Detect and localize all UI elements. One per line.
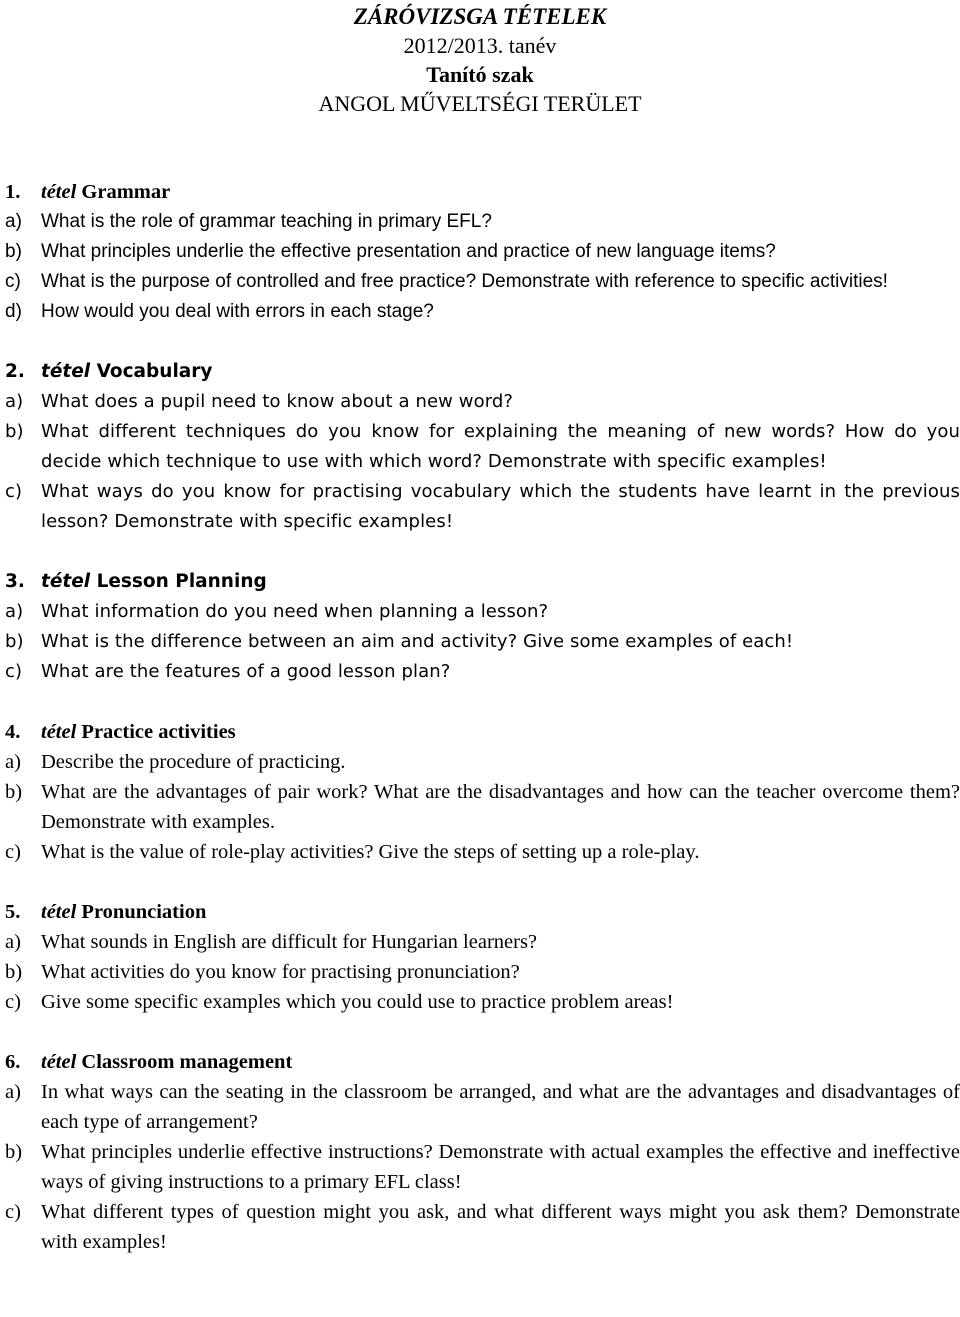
question-letter: c) xyxy=(5,841,21,863)
question-item xyxy=(5,267,960,297)
topic-section xyxy=(5,717,960,867)
question-item xyxy=(5,1137,960,1197)
topic-list xyxy=(5,177,960,1287)
question-item xyxy=(5,477,960,537)
question-text: What is the difference between an aim and activity? Give some examples of each! xyxy=(41,631,794,652)
question-letter: b) xyxy=(5,781,23,803)
topic-number: 1. xyxy=(5,181,21,203)
question-text: What does a pupil need to know about a new word? xyxy=(41,391,514,412)
question-item xyxy=(5,207,960,237)
question-item xyxy=(5,627,960,657)
question-text: What is the value of role-play activities? Give the steps of setting up a role-play. xyxy=(41,841,700,863)
topic-title: Lesson Planning xyxy=(96,571,267,592)
topic-heading xyxy=(5,177,960,207)
topic-heading xyxy=(5,1047,960,1077)
topic-section xyxy=(5,177,960,327)
question-item xyxy=(5,927,960,957)
question-text: What different types of question might you ask, and what different ways might you ask them? Demonstrate with examples! xyxy=(41,1201,960,1253)
question-item xyxy=(5,657,960,687)
topic-number: 4. xyxy=(5,721,21,743)
question-text: What is the purpose of controlled and free practice? Demonstrate with reference to specific activities! xyxy=(41,271,888,292)
question-letter: d) xyxy=(5,301,22,322)
question-text: What information do you need when planning a lesson? xyxy=(41,601,549,622)
question-text: What principles underlie the effective presentation and practice of new language items? xyxy=(41,241,776,262)
question-text: What is the role of grammar teaching in primary EFL? xyxy=(41,211,492,232)
topic-tetel-label: tétel xyxy=(41,901,77,923)
question-letter: b) xyxy=(5,421,24,442)
question-letter: a) xyxy=(5,931,21,953)
question-item xyxy=(5,297,960,327)
topic-section xyxy=(5,1047,960,1257)
document-header xyxy=(0,0,960,118)
question-text: What are the features of a good lesson plan? xyxy=(41,661,451,682)
question-letter: a) xyxy=(5,391,24,412)
question-text: What activities do you know for practising pronunciation? xyxy=(41,961,520,983)
question-letter: c) xyxy=(5,661,23,682)
topic-section xyxy=(5,897,960,1017)
topic-heading xyxy=(5,357,960,387)
document-title: ZÁRÓVIZSGA TÉTELEK xyxy=(353,4,607,29)
topic-tetel-label: tétel xyxy=(41,1051,77,1073)
question-letter: c) xyxy=(5,481,23,502)
question-item xyxy=(5,987,960,1017)
topic-number: 6. xyxy=(5,1051,21,1073)
question-item xyxy=(5,747,960,777)
topic-number: 2. xyxy=(5,361,25,382)
topic-heading xyxy=(5,567,960,597)
topic-tetel-label: tétel xyxy=(41,181,77,203)
question-item xyxy=(5,237,960,267)
question-letter: b) xyxy=(5,1141,23,1163)
topic-title: Classroom management xyxy=(81,1051,293,1073)
question-item xyxy=(5,387,960,417)
program-name: Tanító szak xyxy=(426,62,534,87)
question-letter: a) xyxy=(5,211,22,232)
question-letter: b) xyxy=(5,961,23,983)
topic-title: Vocabulary xyxy=(96,361,213,382)
question-letter: b) xyxy=(5,241,22,262)
topic-heading xyxy=(5,717,960,747)
topic-number: 5. xyxy=(5,901,21,923)
question-letter: a) xyxy=(5,751,21,773)
question-item xyxy=(5,1077,960,1137)
question-text: In what ways can the seating in the classroom be arranged, and what are the advantages and disadvantages of each type of arrangement? xyxy=(41,1081,960,1133)
question-text: What different techniques do you know for explaining the meaning of new words? How do you decide which technique to use with which word? Demonstrate with specific examples! xyxy=(41,421,960,472)
question-item xyxy=(5,957,960,987)
question-item xyxy=(5,417,960,477)
question-text: What are the advantages of pair work? What are the disadvantages and how can the teacher overcome them? Demonstrate with examples. xyxy=(41,781,960,833)
topic-tetel-label: tétel xyxy=(41,361,91,382)
question-item xyxy=(5,777,960,837)
topic-title: Practice activities xyxy=(81,721,236,743)
question-letter: b) xyxy=(5,631,24,652)
question-text: How would you deal with errors in each stage? xyxy=(41,301,434,322)
question-item xyxy=(5,837,960,867)
question-letter: c) xyxy=(5,1201,21,1223)
question-letter: c) xyxy=(5,991,21,1013)
topic-section xyxy=(5,357,960,537)
academic-year: 2012/2013. tanév xyxy=(403,33,557,58)
topic-section xyxy=(5,567,960,687)
topic-number: 3. xyxy=(5,571,25,592)
topic-title: Pronunciation xyxy=(81,901,207,923)
question-text: Describe the procedure of practicing. xyxy=(41,751,346,773)
topic-tetel-label: tétel xyxy=(41,571,91,592)
question-text: Give some specific examples which you could use to practice problem areas! xyxy=(41,991,674,1013)
question-letter: c) xyxy=(5,271,21,292)
question-letter: a) xyxy=(5,601,24,622)
question-text: What principles underlie effective instructions? Demonstrate with actual examples the effective and ineffective ways of giving instructions to a primary EFL class! xyxy=(41,1141,960,1193)
question-text: What ways do you know for practising vocabulary which the students have learnt in the previous lesson? Demonstrate with specific examples! xyxy=(41,481,960,532)
question-item xyxy=(5,1197,960,1257)
question-item xyxy=(5,597,960,627)
subject-area: ANGOL MŰVELTSÉGI TERÜLET xyxy=(318,91,642,116)
topic-tetel-label: tétel xyxy=(41,721,77,743)
question-text: What sounds in English are difficult for Hungarian learners? xyxy=(41,931,538,953)
topic-heading xyxy=(5,897,960,927)
question-letter: a) xyxy=(5,1081,21,1103)
topic-title: Grammar xyxy=(81,181,171,203)
